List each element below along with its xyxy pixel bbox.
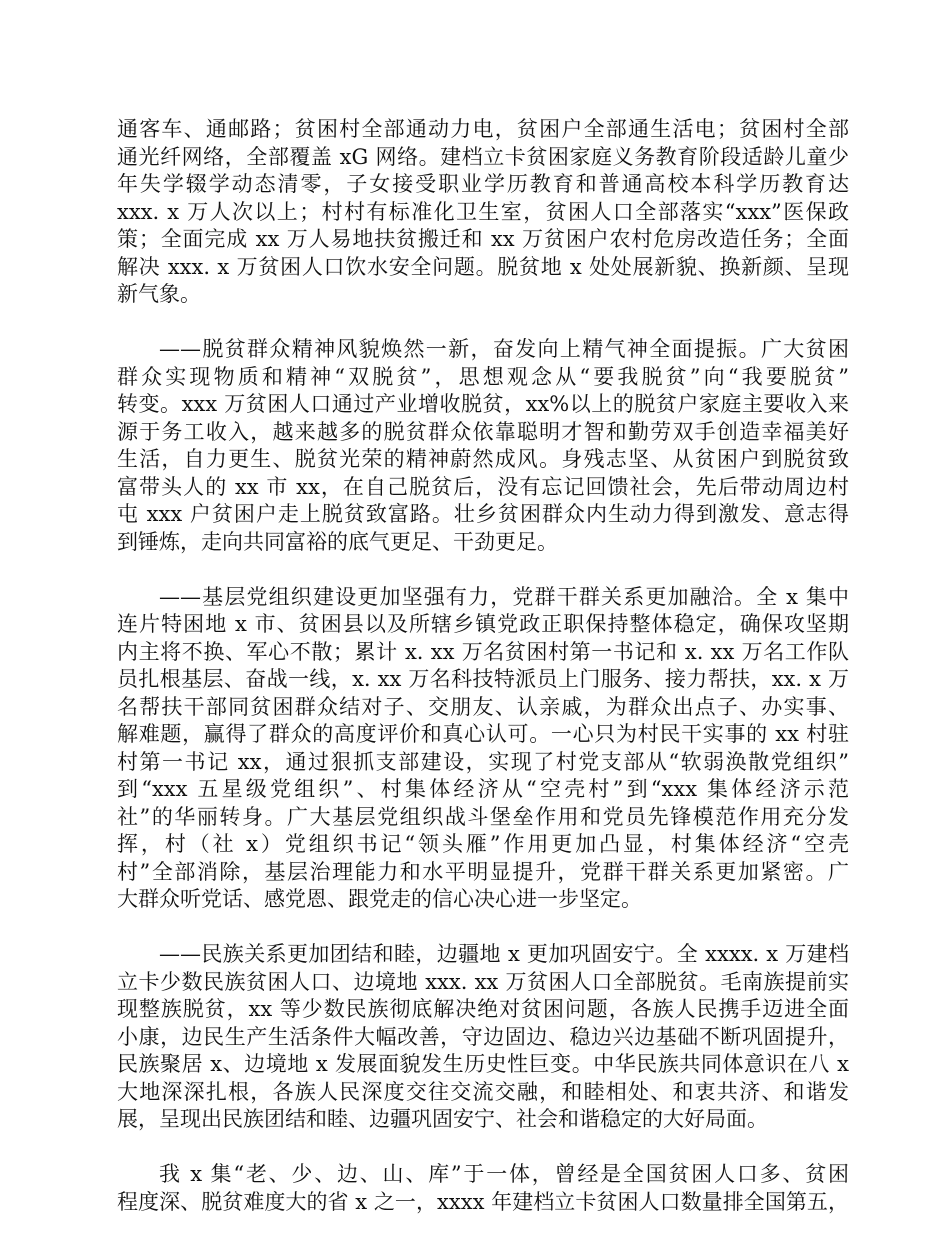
text-line: 现整族脱贫，xx 等少数民族彻底解决绝对贫困问题，各族人民携手迈进全面 (117, 997, 849, 1021)
text-line: 社”的华丽转身。广大基层党组织战斗堡垒作用和党员先锋模范作用充分发 (117, 804, 849, 829)
text-line: 通客车、通邮路；贫困村全部通动力电，贫困户全部通生活电；贫困村全部 (117, 117, 849, 141)
text-line: 屯 xxx 户贫困户走上脱贫致富路。壮乡贫困群众内生动力得到激发、意志得 (117, 502, 849, 526)
text-line: 富带头人的 xx 市 xx，在自己脱贫后，没有忘记回馈社会，先后带动周边村 (117, 474, 849, 499)
text-line: ——基层党组织建设更加坚强有力，党群干群关系更加融洽。全 x 集中 (159, 584, 849, 609)
text-line: ——民族关系更加团结和睦，边疆地 x 更加巩固安宁。全 xxxx. x 万建档 (159, 942, 849, 966)
text-line: 到“xxx 五星级党组织”、村集体经济从“空壳村”到“xxx 集体经济示范 (117, 777, 849, 801)
text-line: 名帮扶干部同贫困群众结对子、交朋友、认亲戚，为群众出点子、办实事、 (117, 694, 849, 719)
text-line: 小康，边民生产生活条件大幅改善，守边固边、稳边兴边基础不断巩固提升， (117, 1024, 849, 1049)
document-page (117, 116, 849, 1244)
text-line: 源于务工收入，越来越多的脱贫群众依靠聪明才智和勤劳双手创造幸福美好 (117, 419, 849, 444)
text-line: 解决 xxx. x 万贫困人口饮水安全问题。脱贫地 x 处处展新貌、换新颜、呈现 (117, 254, 849, 279)
text-line: 新气象。 (117, 282, 201, 306)
text-line: 程度深、脱贫难度大的省 x 之一，xxxx 年建档立卡贫困人口数量排全国第五， (117, 1189, 849, 1214)
text-line: 挥，村（社 x）党组织书记“领头雁”作用更加凸显，村集体经济“空壳 (117, 832, 849, 856)
text-line: 年失学辍学动态清零，子女接受职业学历教育和普通高校本科学历教育达 (117, 172, 849, 196)
text-line: ——脱贫群众精神风貌焕然一新，奋发向上精气神全面提振。广大贫困 (159, 337, 849, 361)
paragraph-party-building (117, 584, 849, 914)
text-line: xxx. x 万人次以上；村村有标准化卫生室，贫困人口全部落实“xxx”医保政 (117, 199, 849, 224)
text-line: 村”全部消除，基层治理能力和水平明显提升，党群干群关系更加紧密。广 (117, 859, 849, 884)
text-line: 员扎根基层、奋战一线，x. xx 万名科技特派员上门服务、接力帮扶，xx. x 万 (117, 667, 849, 691)
text-line: 展，呈现出民族团结和睦、边疆巩固安宁、社会和谐稳定的大好局面。 (117, 1107, 768, 1131)
paragraph-region-overview (117, 1161, 849, 1216)
text-line: 立卡少数民族贫困人口、边境地 xxx. xx 万贫困人口全部脱贫。毛南族提前实 (117, 969, 849, 994)
text-line: 我 x 集“老、少、边、山、库”于一体，曾经是全国贫困人口多、贫困 (159, 1162, 849, 1186)
text-line: 通光纤网络，全部覆盖 xG 网络。建档立卡贫困家庭义务教育阶段适龄儿童少 (117, 144, 849, 169)
paragraph-spirit (117, 336, 849, 556)
paragraph-ethnic-relations (117, 941, 849, 1134)
text-line: 民族聚居 x、边境地 x 发展面貌发生历史性巨变。中华民族共同体意识在八 x (117, 1052, 849, 1076)
text-line: 连片特困地 x 市、贫困县以及所辖乡镇党政正职保持整体稳定，确保攻坚期 (117, 612, 849, 636)
text-line: 村第一书记 xx，通过狠抓支部建设，实现了村党支部从“软弱涣散党组织” (117, 749, 849, 774)
text-line: 大群众听党话、感党恩、跟党走的信心决心进一步坚定。 (117, 887, 642, 911)
text-line: 内主将不换、军心不散；累计 x. xx 万名贫困村第一书记和 x. xx 万名工作队 (117, 639, 849, 664)
text-line: 到锤炼，走向共同富裕的底气更足、干劲更足。 (117, 529, 558, 554)
text-line: 生活，自力更生、脱贫光荣的精神蔚然成风。身残志坚、从贫困户到脱贫致 (117, 447, 849, 471)
text-line: 策；全面完成 xx 万人易地扶贫搬迁和 xx 万贫困户农村危房改造任务；全面 (117, 227, 849, 251)
text-line: 转变。xxx 万贫困人口通过产业增收脱贫，xx%以上的脱贫户家庭主要收入来 (117, 392, 849, 416)
text-line: 群众实现物质和精神“双脱贫”，思想观念从“要我脱贫”向“我要脱贫” (117, 364, 849, 389)
text-line: 大地深深扎根，各族人民深度交往交流交融，和睦相处、和衷共济、和谐发 (117, 1079, 849, 1104)
paragraph-infrastructure (117, 116, 849, 309)
text-line: 解难题，赢得了群众的高度评价和真心认可。一心只为村民干实事的 xx 村驻 (117, 722, 849, 746)
